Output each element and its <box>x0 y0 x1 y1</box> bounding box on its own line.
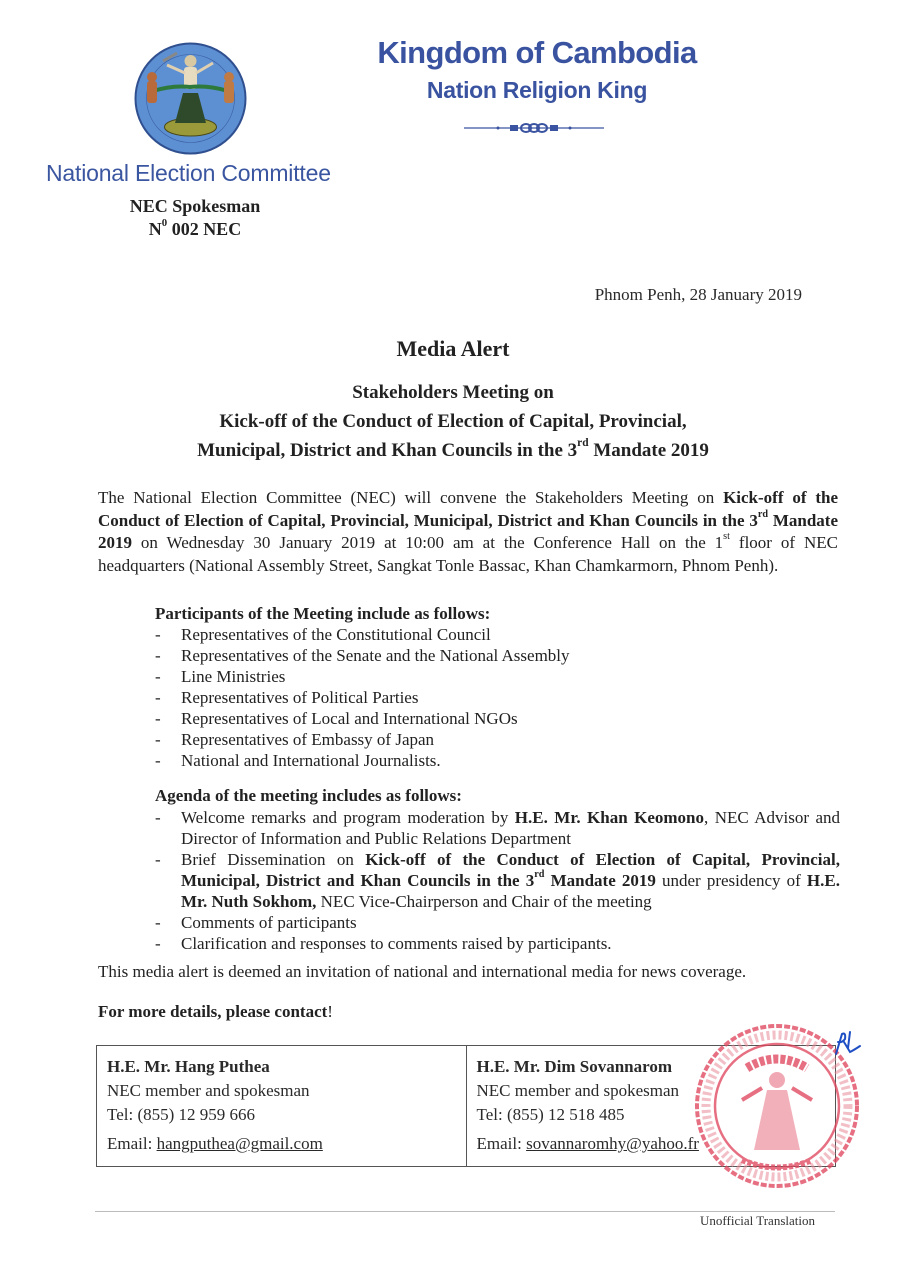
participants-list <box>155 624 655 771</box>
list-item: - Representatives of the Constitutional Council <box>155 625 491 644</box>
date-line: Phnom Penh, 28 January 2019 <box>594 285 802 304</box>
kingdom-heading: Kingdom of Cambodia <box>377 35 697 70</box>
decorative-divider-icon <box>464 121 604 135</box>
closing-statement: This media alert is deemed an invitation of national and international media for news coverage. <box>98 962 747 981</box>
agenda-heading: Agenda of the meeting includes as follows: <box>155 786 462 805</box>
agenda-list <box>155 807 840 954</box>
list-item: - Representatives of Political Parties <box>155 688 419 707</box>
office-block <box>100 195 290 241</box>
subtitle-line: Stakeholders Meeting on <box>352 382 554 403</box>
contact-heading: For more details, please contact! <box>98 1002 333 1021</box>
handwritten-initials-icon <box>830 1030 864 1060</box>
email-link[interactable]: hangputhea@gmail.com <box>156 1134 323 1153</box>
footer-note: Unofficial Translation <box>700 1213 815 1228</box>
footer-divider <box>95 1211 835 1212</box>
committee-name: National Election Committee <box>46 160 331 186</box>
contact-name: H.E. Mr. Dim Sovannarom <box>476 1057 673 1076</box>
list-item: - National and International Journalists. <box>155 751 441 770</box>
list-item: - Line Ministries <box>155 667 286 686</box>
nec-emblem-icon <box>133 41 248 156</box>
document-subtitle <box>0 378 906 465</box>
contact-tel: Tel: (855) 12 518 485 <box>476 1105 625 1124</box>
list-item: - Representatives of the Senate and the National Assembly <box>155 646 570 665</box>
contact-email: Email: sovannaromhy@yahoo.fr <box>476 1134 699 1153</box>
list-item: - Welcome remarks and program moderation by H.E. Mr. Khan Keomono, NEC Advisor and Director of Information and Public Relations Department <box>155 808 841 848</box>
list-item: - Representatives of Local and International NGOs <box>155 709 518 728</box>
list-item: - Representatives of Embassy of Japan <box>155 730 435 749</box>
list-item: - Clarification and responses to comments raised by participants. <box>155 934 612 953</box>
contact-name: H.E. Mr. Hang Puthea <box>107 1057 270 1076</box>
contact-role: NEC member and spokesman <box>476 1081 680 1100</box>
subtitle-line: Kick-off of the Conduct of Election of Capital, Provincial, <box>219 411 687 432</box>
participants-heading: Participants of the Meeting include as follows: <box>155 604 491 623</box>
reference-number: $N^0$ 002 NEC <box>148 216 242 239</box>
list-item: - Brief Dissemination on Kick-off of the Conduct of Election of Capital, Provincial, Municipal, District and Khan Councils in the 3rd Mandate 2019 under presidency of H.E. Mr. Nuth Sokhom, NEC Vice-Chairperson and Chair of the meeting <box>155 850 840 911</box>
contact-role: NEC member and spokesman <box>107 1081 310 1100</box>
contact-email: Email: hangputhea@gmail.com <box>107 1134 323 1153</box>
contact-tel: Tel: (855) 12 959 666 <box>107 1105 256 1124</box>
contact-card <box>97 1046 466 1166</box>
national-motto: Nation Religion King <box>426 77 648 103</box>
list-item: - Comments of participants <box>155 913 357 932</box>
intro-paragraph: The National Election Committee (NEC) will convene the Stakeholders Meeting on Kick-off of the Conduct of Election of Capital, Provincial, Municipal, District and Khan Councils in the 3rd Mandate 2019 on Wednesday 30 January 2019 at 10:00 am at the Conference Hall on the 1st floor of NEC headquarters (National Assembly Street, Sangkat Tonle Bassac, Khan Chamkarmorn, Phnom Penh). <box>98 488 839 575</box>
office-label: NEC Spokesman <box>129 196 261 216</box>
document-title: Media Alert <box>396 336 510 361</box>
subtitle-line: Municipal, District and Khan Councils in the 3rd Mandate 2019 <box>197 437 709 461</box>
email-link[interactable]: sovannaromhy@yahoo.fr <box>526 1134 699 1153</box>
